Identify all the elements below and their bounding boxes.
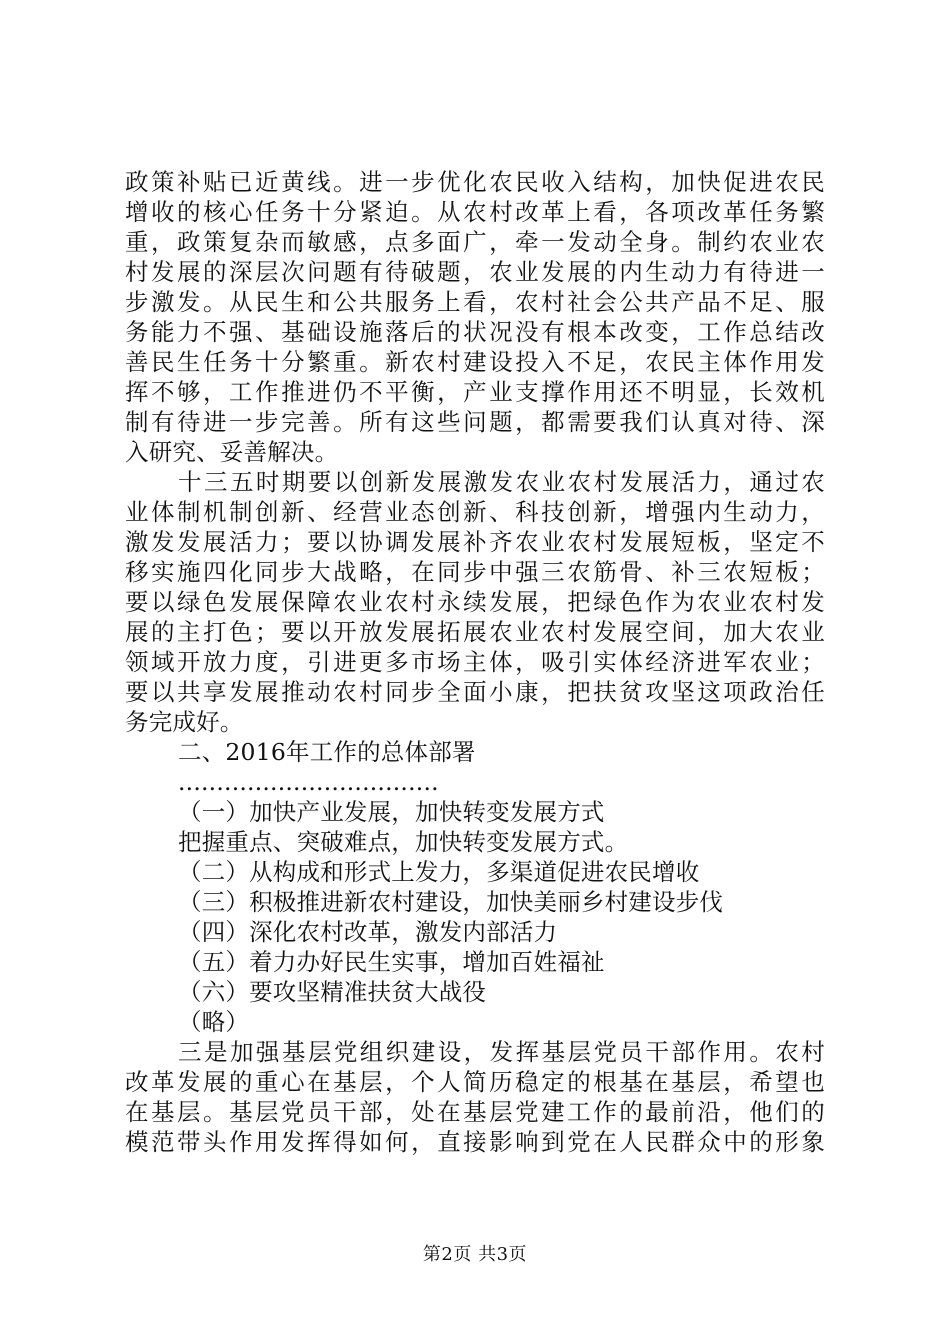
text-line: 务能力不强、基础设施落后的状况没有根本改变，工作总结改 [125, 318, 825, 346]
list-item: （三）积极推进新农村建设，加快美丽乡村建设步伐 [178, 888, 724, 916]
text-line: 政策补贴已近黄线。进一步优化农民收入结构，加快促进农民 [125, 168, 825, 196]
list-item: （略） [178, 1008, 250, 1036]
paragraph-party-building [125, 1037, 825, 1157]
dotted-leader: .................................. [178, 768, 439, 796]
text-line: 步激发。从民生和公共服务上看，农村社会公共产品不足、服 [125, 288, 825, 316]
text-line: 三是加强基层党组织建设，发挥基层党员干部作用。农村 [178, 1038, 825, 1066]
text-line: 激发发展活力；要以协调发展补齐农业农村发展短板，坚定不 [125, 528, 825, 556]
text-line: 村发展的深层次问题有待破题，农业发展的内生动力有待进一 [125, 258, 825, 286]
list-item: 把握重点、突破难点，加快转变发展方式。 [178, 828, 629, 856]
text-line: 要以共享发展推动农村同步全面小康，把扶贫攻坚这项政治任 [125, 678, 825, 706]
text-line: 十三五时期要以创新发展激发农业农村发展活力，通过农 [178, 468, 825, 496]
text-line: 重，政策复杂而敏感，点多面广，牵一发动全身。制约农业农 [125, 228, 825, 256]
list-item: （二）从构成和形式上发力，多渠道促进农民增收 [178, 858, 700, 886]
text-line: 业体制机制创新、经营业态创新、科技创新，增强内生动力， [125, 498, 825, 526]
text-line: 制有待进一步完善。所有这些问题，都需要我们认真对待、深 [125, 408, 825, 436]
section-heading: 二、2016年工作的总体部署 [178, 738, 476, 766]
text-line: 模范带头作用发挥得如何，直接影响到党在人民群众中的形象 [125, 1128, 825, 1156]
text-line: 要以绿色发展保障农业农村永续发展，把绿色作为农业农村发 [125, 588, 825, 616]
list-item: （一）加快产业发展，加快转变发展方式 [178, 798, 605, 826]
text-line: 务完成好。 [125, 708, 244, 736]
text-line: 入研究、妥善解决。 [125, 438, 339, 466]
list-item: （五）着力办好民生实事，增加百姓福祉 [178, 948, 605, 976]
text-line: 展的主打色；要以开放发展拓展农业农村发展空间，加大农业 [125, 618, 825, 646]
text-line: 移实施四化同步大战略，在同步中强三农筋骨、补三农短板； [125, 558, 825, 586]
document-body [125, 167, 825, 1157]
page-footer: 第2页 共3页 [422, 1244, 528, 1265]
text-line: 改革发展的重心在基层，个人简历稳定的根基在基层，希望也 [125, 1068, 825, 1096]
paragraph-thirteenth-five-year [125, 467, 825, 737]
paragraph-problems [125, 167, 825, 467]
list-item: （四）深化农村改革，激发内部活力 [178, 918, 558, 946]
text-line: 领域开放力度，引进更多市场主体，吸引实体经济进军农业； [125, 648, 825, 676]
list-item: （六）要攻坚精准扶贫大战役 [178, 978, 487, 1006]
text-line: 善民生任务十分繁重。新农村建设投入不足，农民主体作用发 [125, 348, 825, 376]
work-items-list [125, 797, 825, 1037]
text-line: 在基层。基层党员干部，处在基层党建工作的最前沿，他们的 [125, 1098, 825, 1126]
text-line: 增收的核心任务十分紧迫。从农村改革上看，各项改革任务繁 [125, 198, 825, 226]
text-line: 挥不够，工作推进仍不平衡，产业支撑作用还不明显，长效机 [125, 378, 825, 406]
